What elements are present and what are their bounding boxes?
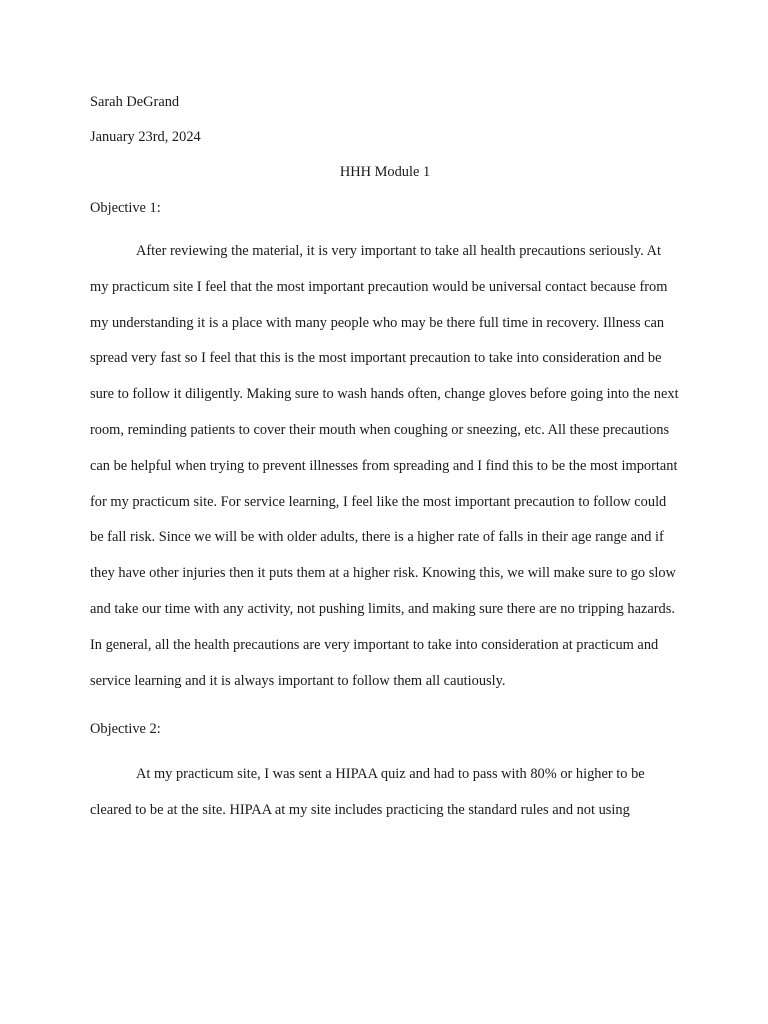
author-name: Sarah DeGrand [90, 94, 180, 110]
document-page [90, 92, 680, 829]
document-title: HHH Module 1 [339, 164, 431, 180]
section-paragraph-objective-2: At my practicum site, I was sent a HIPAA quiz and had to pass with 80% or higher to be cleared to be at the site. HIPAA at my site includes practicing the standard rules and not using [90, 766, 645, 819]
section-paragraph-objective-1: After reviewing the material, it is very important to take all health precautions seriously. At my practicum site I feel that the most important precaution would be universal contact because from my understanding it is a place with many people who may be there full time in recovery. Illness can spread very fast so I feel that this is the most important precaution to take into consideration and be sure to follow it diligently. Making sure to wash hands often, change gloves before going into the next room, reminding patients to cover their mouth when coughing or sneezing, etc. All these precautions can be helpful when trying to prevent illnesses from spreading and I find this to be the most important for my practicum site. For service learning, I feel like the most important precaution to follow could be fall risk. Since we will be with older adults, there is a higher rate of falls in their age range and if they have other injuries then it puts them at a higher risk. Knowing this, we will make sure to go slow and take our time with any activity, not pushing limits, and making sure there are no tripping hazards. In general, all the health precautions are very important to take into consideration at practicum and service learning and it is always important to follow them all cautiously. [90, 243, 679, 689]
section-heading-objective-1: Objective 1: [90, 200, 161, 216]
section-heading-objective-2: Objective 2: [90, 721, 161, 738]
document-date: January 23rd, 2024 [90, 129, 201, 145]
